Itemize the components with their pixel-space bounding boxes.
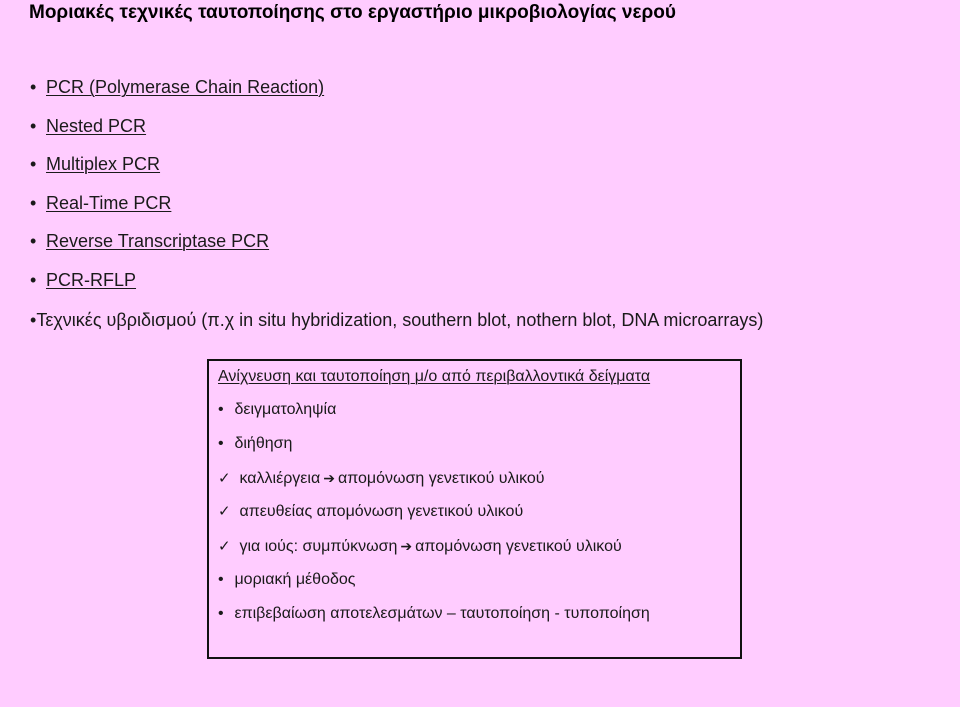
check-mark-icon: ✓ — [218, 538, 231, 555]
step-direct-isolation: απευθείας απομόνωση γενετικού υλικού — [239, 503, 524, 520]
list-item — [218, 433, 650, 467]
step-confirmation: επιβεβαίωση αποτελεσμάτων – ταυτοποίηση - τυποποίηση — [234, 605, 650, 622]
step-virus-concentration: για ιούς: συμπύκνωση — [239, 538, 398, 555]
bullet-icon: • — [218, 435, 224, 452]
hybridization-text: Τεχνικές υβριδισμού (π.χ in situ hybridization, southern blot, nothern blot, DNA microarrays) — [36, 310, 764, 330]
bullet-icon: • — [218, 571, 224, 588]
list-item — [218, 501, 650, 535]
right-arrow-icon: ➔ — [323, 470, 335, 486]
step-culture-result: απομόνωση γενετικού υλικού — [337, 470, 545, 487]
pcr-methods-list — [30, 74, 324, 305]
bullet-icon: • — [30, 310, 37, 330]
step-virus-result: απομόνωση γενετικού υλικού — [415, 538, 622, 555]
list-item — [30, 113, 324, 152]
workflow-box — [207, 359, 742, 659]
list-item — [218, 399, 650, 433]
list-item — [218, 535, 650, 569]
list-item — [218, 569, 650, 603]
hybridization-techniques — [30, 307, 763, 333]
bullet-icon: • — [30, 77, 37, 97]
list-item — [30, 228, 324, 267]
step-filtration: διήθηση — [234, 435, 293, 452]
step-culture: καλλιέργεια — [239, 470, 321, 487]
list-item — [30, 267, 324, 306]
method-multiplex-pcr: Multiplex PCR — [46, 154, 161, 174]
list-item — [30, 190, 324, 229]
page-title: Μοριακές τεχνικές ταυτοποίησης στο εργαστήριο μικροβιολογίας νερού — [29, 2, 676, 23]
method-real-time-pcr: Real-Time PCR — [46, 192, 172, 213]
method-rt-pcr: Reverse Transcriptase PCR — [46, 231, 270, 251]
step-molecular-method: μοριακή μέθοδος — [234, 571, 356, 588]
method-nested-pcr: Nested PCR — [46, 115, 147, 136]
bullet-icon: • — [218, 605, 224, 622]
list-item — [218, 603, 650, 637]
bullet-icon: • — [30, 154, 37, 174]
method-pcr: PCR (Polymerase Chain Reaction) — [46, 77, 325, 97]
bullet-icon: • — [30, 115, 37, 136]
method-pcr-rflp: PCR-RFLP — [46, 269, 137, 290]
check-mark-icon: ✓ — [218, 470, 231, 487]
check-mark-icon: ✓ — [218, 503, 231, 520]
list-item — [30, 74, 324, 113]
list-item — [30, 151, 324, 190]
workflow-heading: Ανίχνευση και ταυτοποίηση μ/ο από περιβαλλοντικά δείγματα — [218, 368, 651, 385]
bullet-icon: • — [30, 269, 37, 290]
right-arrow-icon: ➔ — [400, 538, 413, 554]
bullet-icon: • — [30, 231, 37, 251]
bullet-icon: • — [218, 401, 224, 418]
step-sampling: δειγματοληψία — [234, 401, 337, 418]
list-item — [218, 467, 650, 501]
bullet-icon: • — [30, 192, 37, 213]
workflow-steps — [218, 399, 650, 637]
